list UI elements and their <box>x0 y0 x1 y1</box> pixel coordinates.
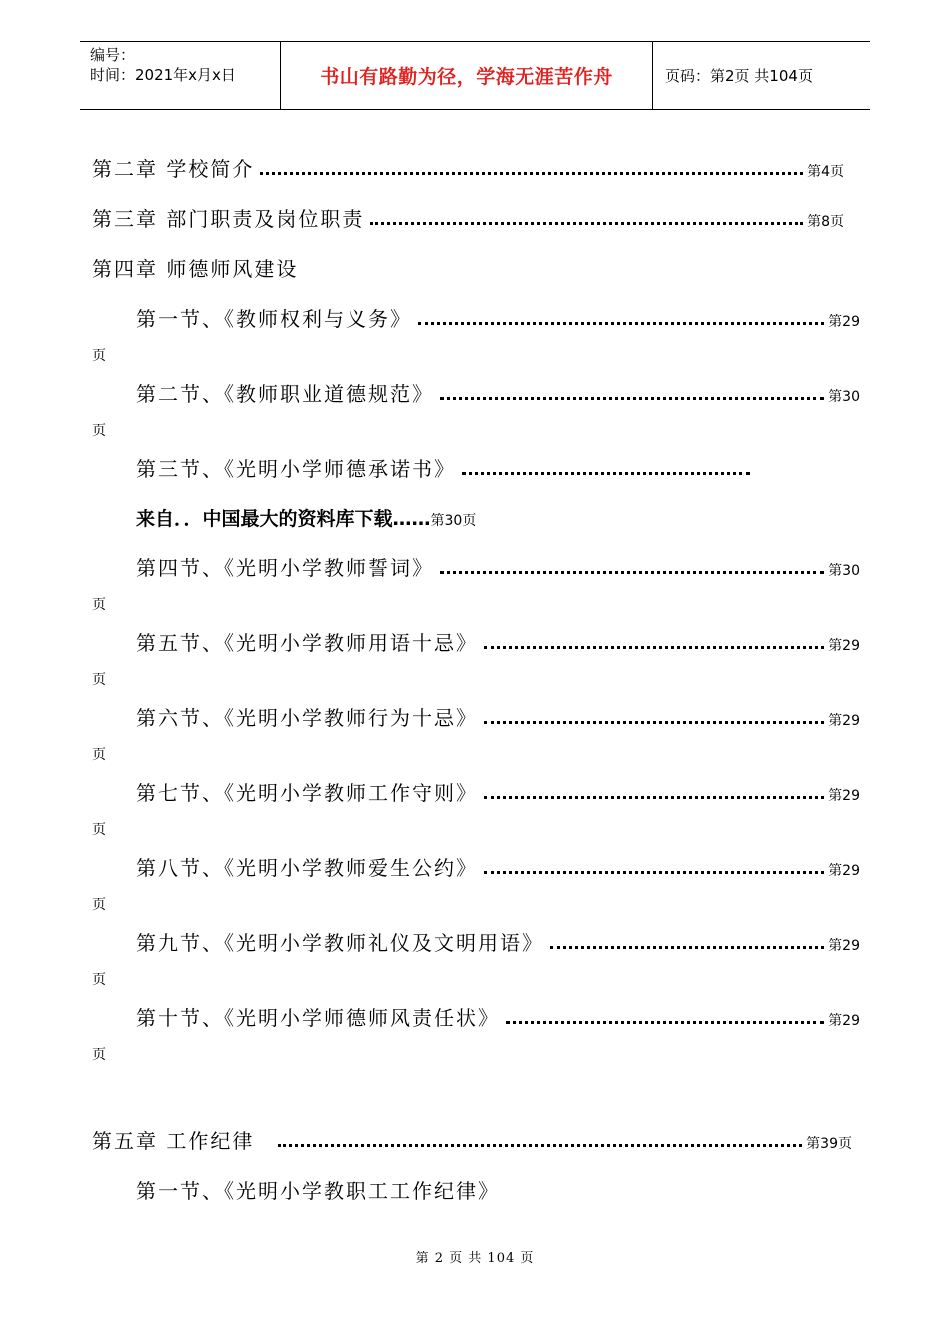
toc-entry[interactable] <box>136 453 754 482</box>
toc-page: 第30 <box>828 389 860 405</box>
toc-page: 第30页 <box>430 513 477 529</box>
toc-entry[interactable] <box>92 153 844 182</box>
toc-entry[interactable] <box>136 777 860 806</box>
toc-page: 第29 <box>828 314 860 330</box>
toc-entry[interactable] <box>136 552 860 581</box>
toc-title: 第九节、《光明小学教师礼仪及文明用语》 <box>136 931 544 955</box>
toc-page-wrap: 页 <box>92 423 106 439</box>
toc-page-wrap: 页 <box>92 747 106 763</box>
toc-page: 第29 <box>828 863 860 879</box>
toc-title: 第五章 工作纪律 <box>92 1129 255 1153</box>
toc-page-wrap: 页 <box>92 897 106 913</box>
toc-leader <box>484 871 824 874</box>
toc-title: 第十节、《光明小学师德师风责任状》 <box>136 1006 500 1030</box>
toc-leader <box>440 397 824 400</box>
toc-page-wrap: 页 <box>92 822 106 838</box>
toc-leader <box>506 1021 824 1024</box>
toc-title: 第一节、《光明小学教职工工作纪律》 <box>136 1179 500 1203</box>
toc-leader <box>440 571 824 574</box>
toc-page: 第30 <box>828 563 860 579</box>
toc-title: 第七节、《光明小学教师工作守则》 <box>136 781 478 805</box>
toc-source-line <box>136 504 476 531</box>
toc-page: 第29 <box>828 788 860 804</box>
toc-leader <box>462 472 750 475</box>
toc-title: 第五节、《光明小学教师用语十忌》 <box>136 631 478 655</box>
toc-entry[interactable] <box>136 702 860 731</box>
toc-title: 第三章 部门职责及岗位职责 <box>92 207 365 231</box>
source-text: 来自．．中国最大的资料库下载…… <box>136 508 431 530</box>
toc-title: 第二节、《教师职业道德规范》 <box>136 382 434 406</box>
toc-page: 第29 <box>828 938 860 954</box>
toc-leader <box>418 322 824 325</box>
toc-page-wrap: 页 <box>92 348 106 364</box>
toc-entry[interactable] <box>92 1125 852 1154</box>
toc-leader <box>484 721 824 724</box>
toc-leader <box>278 1144 802 1147</box>
toc-page-wrap: 页 <box>92 672 106 688</box>
header-page-info: 页码：第2页 共104页 <box>665 67 813 85</box>
page-footer: 第 2 页 共 104 页 <box>415 1251 535 1266</box>
toc-entry[interactable] <box>136 852 860 881</box>
toc-entry[interactable] <box>92 203 844 232</box>
header-number-label: 编号： <box>90 46 136 64</box>
toc-leader <box>484 646 824 649</box>
page-header <box>80 41 870 110</box>
toc-title: 第四章 师德师风建设 <box>92 257 299 281</box>
toc-title: 第一节、《教师权利与义务》 <box>136 307 412 331</box>
toc-page: 第8页 <box>807 214 844 230</box>
toc-page: 第29 <box>828 713 860 729</box>
toc-entry[interactable] <box>92 253 298 282</box>
toc-title: 第八节、《光明小学教师爱生公约》 <box>136 856 478 880</box>
toc-leader <box>484 796 824 799</box>
toc-title: 第三节、《光明小学师德承诺书》 <box>136 457 456 481</box>
header-date: 时间：2021年x月x日 <box>90 66 236 84</box>
toc-entry[interactable] <box>136 378 860 407</box>
toc-title: 第二章 学校简介 <box>92 157 255 181</box>
toc-entry[interactable] <box>136 1175 500 1204</box>
toc-page-wrap: 页 <box>92 597 106 613</box>
toc-leader <box>550 946 824 949</box>
toc-page-wrap: 页 <box>92 972 106 988</box>
header-meta <box>80 42 281 109</box>
toc-page: 第39页 <box>806 1136 852 1152</box>
header-motto: 书山有路勤为径，学海无涯苦作舟 <box>281 42 653 109</box>
toc-title: 第四节、《光明小学教师誓词》 <box>136 556 434 580</box>
toc-page: 第4页 <box>807 164 844 180</box>
toc-leader <box>370 222 803 225</box>
toc-page: 第29 <box>828 638 860 654</box>
toc-entry[interactable] <box>136 1002 860 1031</box>
toc-page-wrap: 页 <box>92 1047 106 1063</box>
toc-entry[interactable] <box>136 627 860 656</box>
toc-leader <box>260 172 803 175</box>
toc-page: 第29 <box>828 1013 860 1029</box>
toc-entry[interactable] <box>136 303 860 332</box>
toc-title: 第六节、《光明小学教师行为十忌》 <box>136 706 478 730</box>
toc-entry[interactable] <box>136 927 860 956</box>
